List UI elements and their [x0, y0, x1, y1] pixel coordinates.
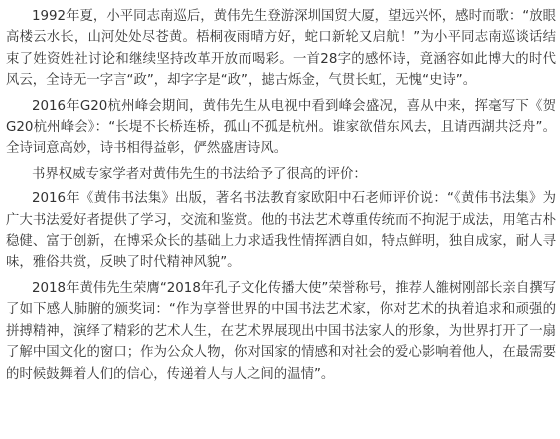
paragraph-2018-award: 2018年黄伟先生荣膺“2018年孔子文化传播大使”荣誉称号，推荐人雒树刚部长亲自撰写了如下感人肺腑的颁奖词：“作为享誉世界的中国书法艺术家，你对艺术的执着追求和顽强的拼搏精神，演绎了精彩的艺术人生，在艺术界展现出中国书法家人的形象，为世界打开了一扇了解中国文化的窗口；作为公众人物，你对国家的情感和对社会的爱心影响着他人，在最需要的时候鼓舞着人们的信心，传递着人与人之间的温情”。 [6, 280, 556, 382]
paragraph-expert-intro: 书界权威专家学者对黄伟先生的书法给予了很高的评价： [32, 166, 367, 182]
paragraph-1992-poem: 1992年夏，小平同志南巡后，黄伟先生登游深圳国贸大厦，望远兴怀，感时而歌：“放眼高楼云水长，山河处处尽苍黄。梧桐夜雨晴方好，蛇口新轮又启航！”为小平同志南巡谈话结束了姓资姓社讨论和继续坚持改革开放而喝彩。一首28字的感怀诗，竟涵容如此博大的时代风云，全诗无一字言“政”，却字字是“政”，摅古烁金，气贯长虹，无愧“史诗”。 [6, 9, 556, 89]
paragraph-2016-collection: 2016年《黄伟书法集》出版，著名书法教育家欧阳中石老师评价说：“《黄伟书法集》为广大书法爱好者提供了学习，交流和鉴赏。他的书法艺术尊重传统而不拘泥于成法，用笔古朴稳健、富于创新，在博采众长的基础上力求适我性情挥洒自如，特点鲜明，独自成家，耐人寻味，雅俗共赏，反映了时代精神风貌”。 [6, 191, 556, 271]
paragraph-g20-poem: 2016年G20杭州峰会期间，黄伟先生从电视中看到峰会盛况，喜从中来，挥毫写下《贺G20杭州峰会》：“长堤不长桥连桥，孤山不孤是杭州。谁家欲借东风去，且请西湖共泛舟”。全诗词意高妙，诗书相得益彰，俨然盛唐诗风。 [6, 98, 556, 157]
